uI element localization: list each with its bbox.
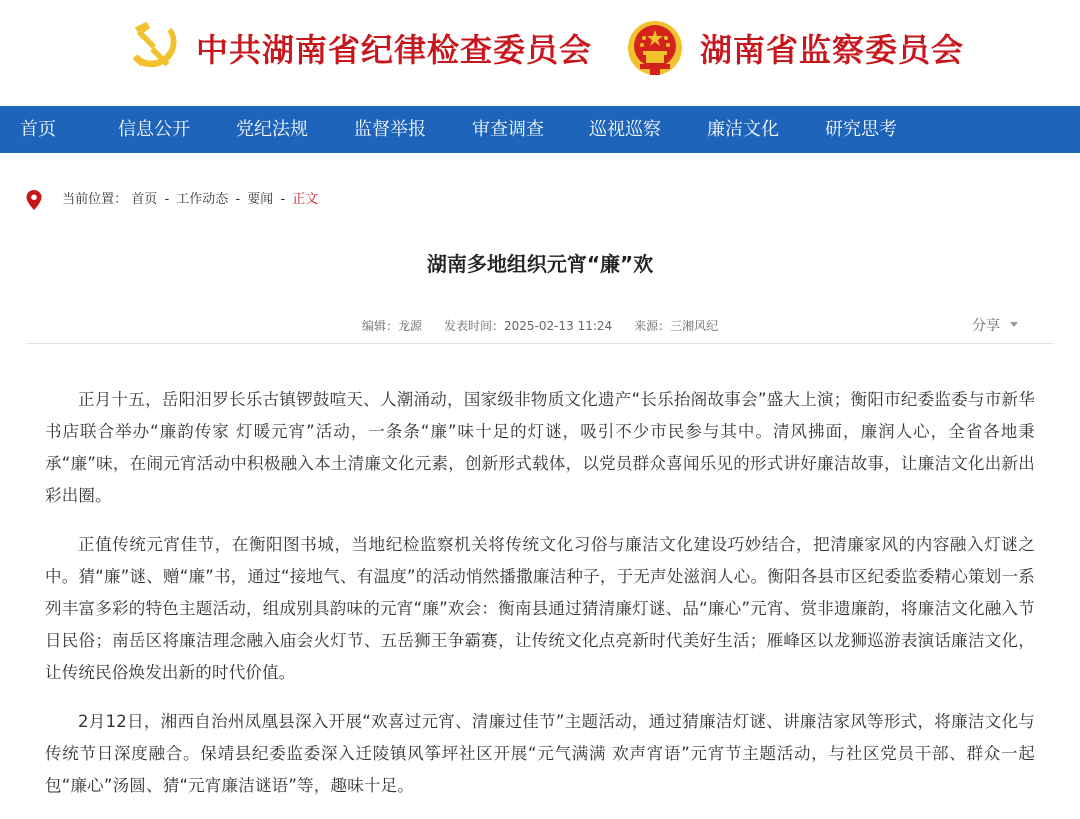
nav-item-regulations[interactable]: 党纪法规 (236, 119, 308, 140)
share-button[interactable] (972, 314, 1018, 338)
party-emblem-icon (127, 18, 185, 76)
meta-source: 来源：三湘风纪 (634, 319, 719, 333)
nav-item-report[interactable]: 监督举报 (354, 119, 426, 140)
site-header (0, 0, 1080, 106)
breadcrumb-work-news[interactable]: 工作动态 (176, 192, 229, 207)
article-content (45, 384, 1035, 819)
breadcrumb (26, 189, 318, 211)
nav-item-info[interactable]: 信息公开 (118, 119, 190, 140)
nav-item-investigation[interactable]: 审查调查 (472, 119, 544, 140)
breadcrumb-headlines[interactable]: 要闻 (247, 192, 274, 207)
nav-item-inspection[interactable]: 巡视巡察 (589, 119, 661, 140)
header-divider (26, 343, 1054, 344)
breadcrumb-home[interactable]: 首页 (131, 192, 158, 207)
article-paragraph: 2月12日，湘西自治州凤凰县深入开展“欢喜过元宵、清廉过佳节”主题活动，通过猜廉洁灯谜、讲廉洁家风等形式，将廉洁文化与传统节日深度融合。保靖县纪委监委深入迁陵镇风筝坪社区开展“元气满满 欢声宵语”元宵节主题活动，与社区党员干部、群众一起包“廉心”汤圆、猜“元宵廉洁谜语”等，趣味十足。 (45, 712, 1035, 795)
article-meta (362, 316, 718, 336)
article-title: 湖南多地组织元宵“廉”欢 (426, 252, 654, 276)
nav-item-research[interactable]: 研究思考 (825, 119, 897, 140)
share-label: 分享 (972, 318, 1000, 334)
article-paragraph: 正值传统元宵佳节，在衡阳图书城，当地纪检监察机关将传统文化习俗与廉洁文化建设巧妙结合，把清廉家风的内容融入灯谜之中。猜“廉”谜、赠“廉”书，通过“接地气、有温度”的活动悄然播撒廉洁种子，于无声处滋润人心。衡阳各县市区纪委监委精心策划一系列丰富多彩的特色主题活动，组成别具韵味的元宵“廉”欢会：衡南县通过猜清廉灯谜、品“廉心”元宵、赏非遗廉韵，将廉洁文化融入节日民俗；南岳区将廉洁理念融入庙会火灯节、五岳狮王争霸赛，让传统文化点亮新时代美好生活；雁峰区以龙狮巡游表演话廉洁文化，让传统民俗焕发出新的时代价值。 (45, 535, 1035, 682)
meta-publish-time: 发表时间：2025-02-13 11:24 (444, 319, 613, 333)
breadcrumb-separator: - (235, 192, 241, 207)
location-pin-icon (26, 190, 42, 210)
nav-item-home[interactable]: 首页 (20, 119, 56, 140)
site-title-right: 湖南省监察委员会 (700, 31, 965, 69)
breadcrumb-separator: - (280, 192, 286, 207)
breadcrumb-separator: - (164, 192, 170, 207)
national-emblem-icon (624, 18, 686, 80)
chevron-down-icon (1010, 322, 1018, 327)
site-title-left: 中共湖南省纪律检查委员会 (196, 31, 593, 69)
breadcrumb-current: 正文 (292, 192, 319, 207)
article-paragraph: 正月十五，岳阳汨罗长乐古镇锣鼓喧天、人潮涌动，国家级非物质文化遗产“长乐抬阁故事会”盛大上演；衡阳市纪委监委与市新华书店联合举办“廉韵传家 灯暖元宵”活动，一条条“廉”味十足的灯谜，吸引不少市民参与其中。清风拂面，廉润人心，全省各地秉承“廉”味，在闹元宵活动中积极融入本土清廉文化元素，创新形式载体，以党员群众喜闻乐见的形式讲好廉洁故事，让廉洁文化出新出彩出圈。 (45, 390, 1035, 505)
breadcrumb-prefix: 当前位置： (62, 192, 128, 207)
main-nav (0, 106, 1080, 153)
meta-editor: 编辑：龙源 (362, 319, 423, 333)
nav-item-culture[interactable]: 廉洁文化 (707, 119, 779, 140)
